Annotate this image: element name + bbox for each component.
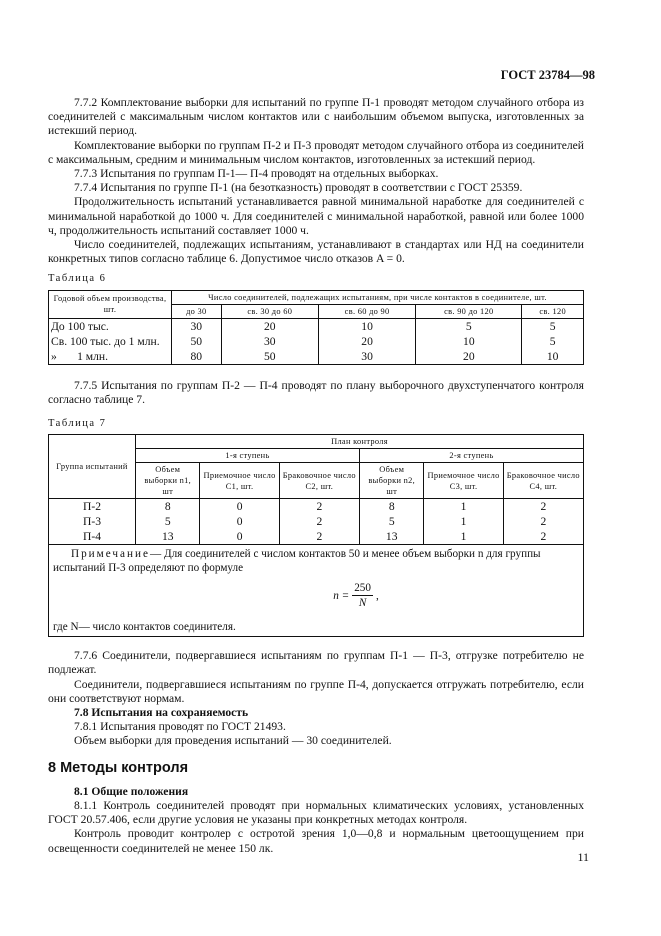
table7-subheader: Объем выборки n2, шт <box>359 463 423 499</box>
table-row <box>49 529 584 545</box>
table7-cell: 2 <box>279 499 359 515</box>
table6 <box>48 290 584 365</box>
table6-cell: 30 <box>221 334 318 349</box>
table6-row-label: До 100 тыс. <box>49 318 172 334</box>
table6-group-header: Число соединителей, подлежащих испытаниям, при числе контактов в соединителе, шт. <box>172 290 584 304</box>
table6-col-header: до 30 <box>172 304 222 318</box>
paragraph: Продолжительность испытаний устанавливается равной минимальной наработке для соединителей с минимальной наработкой до 1000 ч. Для соединителей с минимальной наработкой, равной или более 1000 ч, продолжительность испытаний составляет 1000 ч. <box>48 195 584 237</box>
table7-cell: 0 <box>200 499 279 515</box>
paragraph: 8.1.1 Контроль соединителей проводят при нормальных климатических условиях, установленных ГОСТ 20.57.406, если другие условия не указаны при конкретных методах контроля. <box>48 799 584 827</box>
table6-cell: 50 <box>172 334 222 349</box>
paragraph: 7.7.2 Комплектование выборки для испытаний по группе П-1 проводят методом случайного отбора из соединителей с максимальным числом контактов или с наибольшим объемом выпуска, изготовленных за истекший период. <box>48 96 584 138</box>
table6-cell: 50 <box>221 349 318 365</box>
table7-group: П-3 <box>49 514 136 529</box>
table-row <box>49 349 584 365</box>
table-row <box>49 514 584 529</box>
table7-cell: 2 <box>279 529 359 545</box>
table7-note <box>49 545 584 637</box>
table6-cell: 5 <box>416 318 522 334</box>
formula-fraction <box>352 581 373 610</box>
table6-cell: 10 <box>318 318 415 334</box>
table7-subheader: Браковочное число C2, шт. <box>279 463 359 499</box>
paragraph: Контроль проводит контролер с остротой зрения 1,0—0,8 и нормальным цветоощущением при освещенности соединителей не менее 150 лк. <box>48 827 584 855</box>
table6-cell: 20 <box>318 334 415 349</box>
table6-row-label: Св. 100 тыс. до 1 млн. <box>49 334 172 349</box>
formula-numerator: 250 <box>354 582 371 595</box>
table7-cell: 2 <box>503 499 583 515</box>
table6-col-header: св. 60 до 90 <box>318 304 415 318</box>
formula <box>133 581 579 610</box>
table6-col0-header: Годовой объем производства, шт. <box>49 290 172 318</box>
paragraph: Объем выборки для проведения испытаний — 30 соединителей. <box>74 734 392 748</box>
document-id: ГОСТ 23784—98 <box>500 68 595 82</box>
table6-cell: 80 <box>172 349 222 365</box>
table-row <box>49 334 584 349</box>
table7-stage1-header: 1-я ступень <box>136 449 360 463</box>
table6-row-label: » 1 млн. <box>49 349 172 365</box>
note-text: — Для соединителей с числом контактов 50 и менее объем выборки n для группы испытаний П-3 определяют по формуле <box>53 548 541 575</box>
table7-group: П-2 <box>49 499 136 515</box>
table6-col-header: св. 120 <box>522 304 584 318</box>
table7-cell: 2 <box>503 529 583 545</box>
table6-cell: 20 <box>416 349 522 365</box>
paragraph: Соединители, подвергавшиеся испытаниям по группе П-4, допускается отгружать потребителю, если они соответствуют нормам. <box>48 677 584 705</box>
paragraph: 7.7.6 Соединители, подвергавшиеся испытаниям по группам П-1 — П-3, отгрузке потребителю не подлежат. <box>48 649 584 677</box>
table7-cell: 1 <box>424 499 503 515</box>
paragraph: 7.7.3 Испытания по группам П-1— П-4 проводят на отдельных выборках. <box>74 167 439 181</box>
paragraph: 7.7.4 Испытания по группе П-1 (на безотказность) проводят в соответствии с ГОСТ 25359. <box>74 181 523 195</box>
table6-col-header: св. 30 до 60 <box>221 304 318 318</box>
table7-cell: 5 <box>359 514 423 529</box>
table6-caption: Таблица 6 <box>48 273 107 285</box>
table6-cell: 10 <box>522 349 584 365</box>
table-row <box>49 318 584 334</box>
table6-col-header: св. 90 до 120 <box>416 304 522 318</box>
table-row <box>49 499 584 515</box>
page-number: 11 <box>577 850 589 864</box>
table7-cell: 1 <box>424 514 503 529</box>
table7-subheader: Приемочное число C1, шт. <box>200 463 279 499</box>
table7-cell: 8 <box>136 499 200 515</box>
table6-cell: 5 <box>522 318 584 334</box>
table7-cell: 8 <box>359 499 423 515</box>
table7-cell: 0 <box>200 529 279 545</box>
table7-cell: 13 <box>136 529 200 545</box>
formula-lhs: n = <box>333 589 350 602</box>
table7-group: П-4 <box>49 529 136 545</box>
table7-cell: 5 <box>136 514 200 529</box>
paragraph: Число соединителей, подлежащих испытаниям, устанавливают в стандартах или НД на соединители конкретных типов согласно таблице 6. Допустимое число отказов A = 0. <box>48 238 584 266</box>
paragraph: 7.8.1 Испытания проводят по ГОСТ 21493. <box>74 720 286 734</box>
table7-stage2-header: 2-я ступень <box>359 449 583 463</box>
table6-cell: 10 <box>416 334 522 349</box>
note-label: Примечание <box>71 548 150 561</box>
formula-tail: , <box>375 589 379 602</box>
table7-caption: Таблица 7 <box>48 418 107 430</box>
table7-cell: 0 <box>200 514 279 529</box>
table7-cell: 13 <box>359 529 423 545</box>
note-where: где N— число контактов соединителя. <box>53 621 236 634</box>
table7-subheader: Приемочное число C3, шт. <box>424 463 503 499</box>
table6-cell: 30 <box>172 318 222 334</box>
table7-cell: 2 <box>503 514 583 529</box>
page-content <box>48 96 584 856</box>
table6-cell: 5 <box>522 334 584 349</box>
section-81-title: 8.1 Общие положения <box>74 784 189 798</box>
paragraph: 7.7.5 Испытания по группам П-2 — П-4 проводят по плану выборочного двухступенчатого контроля согласно таблице 7. <box>48 378 584 406</box>
table7-subheader: Объем выборки n1, шт <box>136 463 200 499</box>
table7-col0-header: Группа испытаний <box>49 435 136 499</box>
table7-subheader: Браковочное число C4, шт. <box>503 463 583 499</box>
table6-cell: 20 <box>221 318 318 334</box>
table7 <box>48 434 584 637</box>
table7-plan-header: План контроля <box>136 435 584 449</box>
paragraph: Комплектование выборки по группам П-2 и П-3 проводят методом случайного отбора из соединителей с максимальным, средним и минимальным числом контактов, изготовленных за истекший период. <box>48 138 584 166</box>
formula-denominator: N <box>358 597 367 610</box>
table7-cell: 2 <box>279 514 359 529</box>
table7-cell: 1 <box>424 529 503 545</box>
table6-cell: 30 <box>318 349 415 365</box>
section-78-title: 7.8 Испытания на сохраняемость <box>74 706 249 720</box>
section-8-title: 8 Методы контроля <box>48 759 189 776</box>
